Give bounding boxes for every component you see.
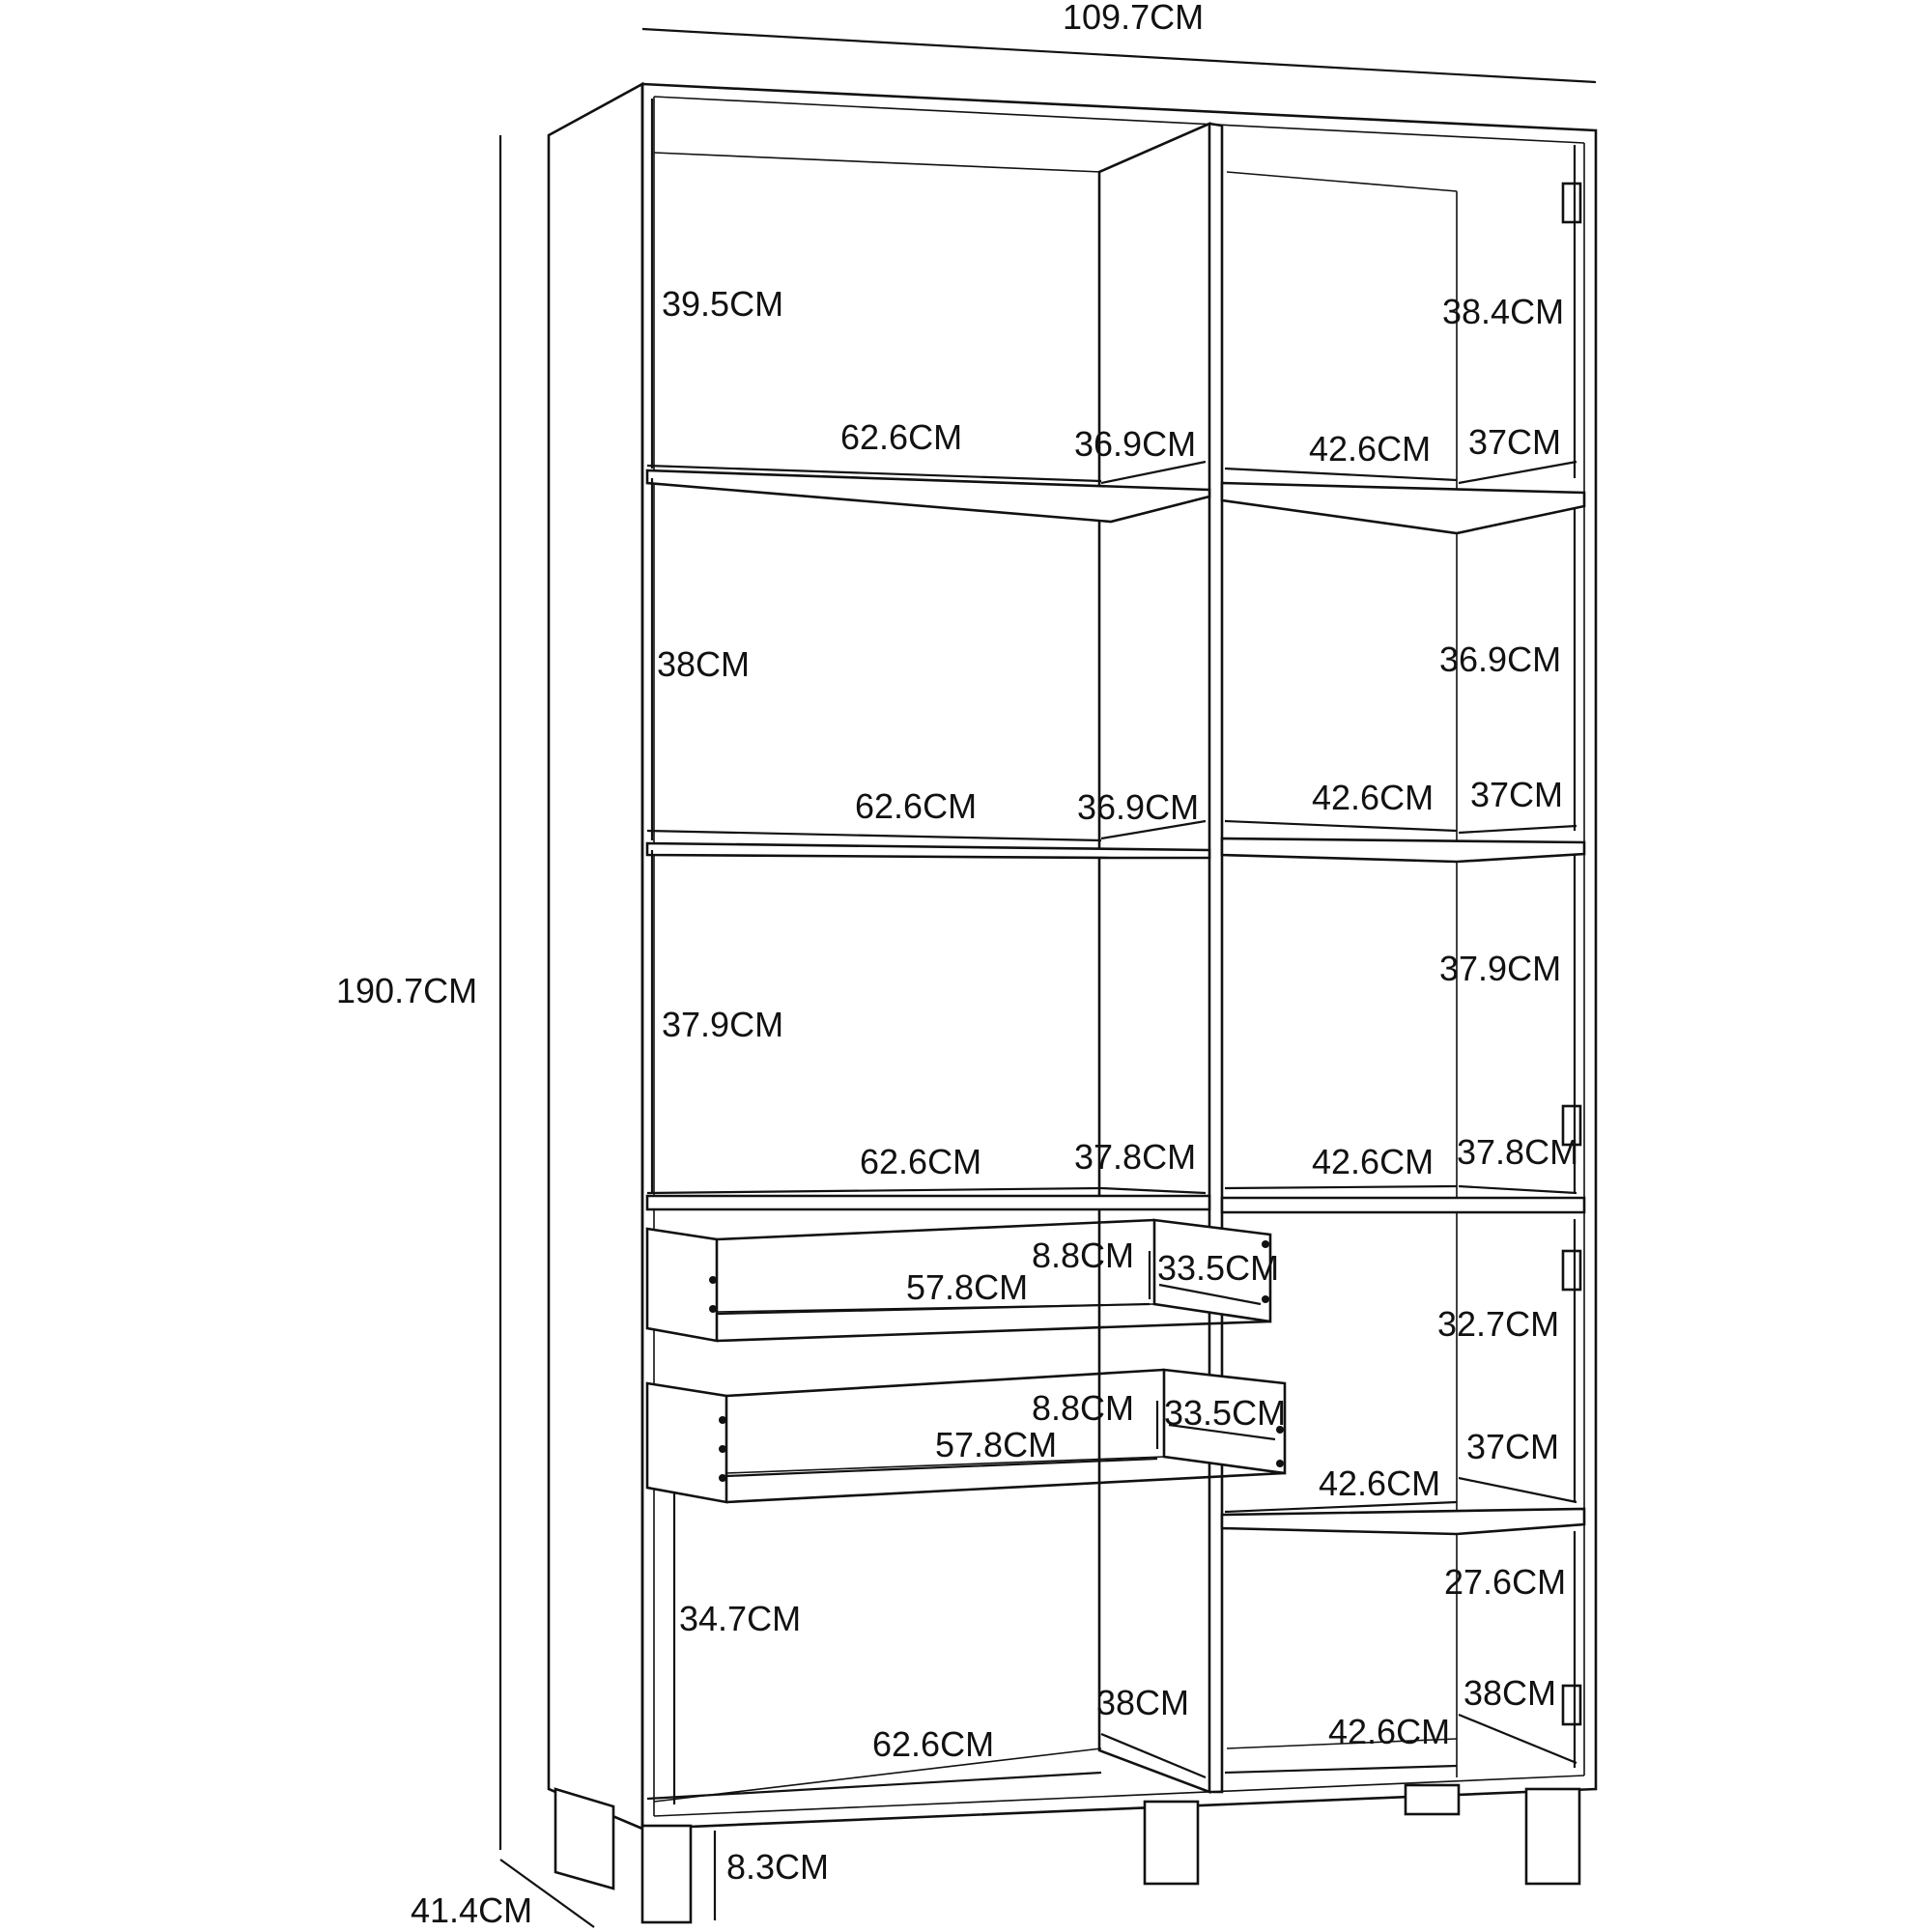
right-c1-width-label: 42.6CM — [1309, 429, 1432, 469]
leg-height-label: 8.3CM — [726, 1847, 830, 1887]
top-back-edge-right — [1227, 172, 1457, 191]
drawer-1-screw — [709, 1305, 717, 1313]
drawer-1-height-label: 8.8CM — [1032, 1236, 1135, 1275]
leg-middle — [1145, 1802, 1198, 1884]
drawer-1-screw — [1262, 1295, 1269, 1303]
right-depth-2-line — [1459, 826, 1577, 833]
left-bottom-depth-label: 38CM — [1096, 1683, 1190, 1722]
right-depth-3-line — [1459, 1186, 1577, 1193]
right-c1-depth-label: 37CM — [1468, 422, 1562, 462]
drawer-1-depth-label: 33.5CM — [1157, 1248, 1280, 1288]
top-inner-edge — [654, 97, 1584, 143]
right-c5-depth-label: 38CM — [1463, 1673, 1557, 1713]
dimension-labels — [336, 0, 1578, 1930]
right-shelf-1 — [1222, 483, 1584, 533]
left-width-3-line — [647, 1188, 1101, 1193]
right-depth-4-line — [1459, 1478, 1577, 1502]
left-side-panel — [549, 84, 642, 1829]
drawer-2-width-label: 57.8CM — [935, 1425, 1058, 1464]
right-c2-height-label: 36.9CM — [1439, 639, 1562, 679]
drawer-2-depth-label: 33.5CM — [1164, 1393, 1287, 1433]
leg-front-left — [555, 1789, 613, 1889]
right-shelf-4 — [1222, 1509, 1584, 1534]
right-shelf-3 — [1222, 1198, 1584, 1212]
right-c2-width-label: 42.6CM — [1312, 778, 1435, 817]
right-c5-height-label: 27.6CM — [1444, 1562, 1567, 1602]
drawer-2-front — [647, 1383, 726, 1502]
drawer-2-screw — [719, 1474, 726, 1482]
left-c2-height-label: 38CM — [657, 644, 751, 684]
right-shelf-2 — [1222, 838, 1584, 862]
drawer-2-screw — [1276, 1460, 1284, 1467]
right-c4-width-label: 42.6CM — [1319, 1463, 1441, 1503]
left-c2-depth-label: 36.9CM — [1077, 787, 1200, 827]
drawer-2-screw — [719, 1445, 726, 1453]
left-c3-height-label: 37.9CM — [662, 1005, 784, 1044]
left-c3-depth-label: 37.8CM — [1074, 1137, 1197, 1177]
leg-front-right — [1526, 1789, 1579, 1884]
left-width-2-line — [647, 831, 1101, 840]
right-c1-height-label: 38.4CM — [1442, 292, 1565, 331]
drawer-1-screw — [1262, 1240, 1269, 1248]
legs — [555, 1785, 1579, 1922]
right-c4-height-label: 32.7CM — [1437, 1304, 1560, 1344]
overall-height-label: 190.7CM — [336, 971, 478, 1010]
leg-back-right — [1406, 1785, 1459, 1814]
left-shelf-3 — [647, 1196, 1209, 1209]
right-depth-1-line — [1459, 462, 1577, 483]
drawer-1-front — [647, 1229, 717, 1341]
drawer-2-screw — [719, 1416, 726, 1424]
left-c1-depth-label: 36.9CM — [1074, 424, 1197, 464]
right-c5-width-label: 42.6CM — [1328, 1712, 1451, 1751]
width-dimension-line — [642, 29, 1596, 82]
left-c1-width-label: 62.6CM — [840, 417, 963, 457]
right-width-5-line — [1225, 1766, 1457, 1773]
left-bottom-height-label: 34.7CM — [679, 1599, 802, 1638]
right-width-3-line — [1225, 1186, 1457, 1188]
center-divider-front — [1209, 124, 1222, 1792]
left-c1-height-label: 39.5CM — [662, 284, 784, 324]
drawer-2-height-label: 8.8CM — [1032, 1388, 1135, 1428]
right-c3-depth-label: 37.8CM — [1457, 1132, 1579, 1172]
left-width-bottom-line — [647, 1773, 1101, 1799]
drawer-1-screw — [709, 1276, 717, 1284]
right-width-1-line — [1225, 469, 1457, 480]
right-c3-height-label: 37.9CM — [1439, 949, 1562, 988]
overall-width-label: 109.7CM — [1063, 0, 1205, 37]
right-c3-width-label: 42.6CM — [1312, 1142, 1435, 1181]
left-bottom-width-label: 62.6CM — [872, 1724, 995, 1764]
left-c3-width-label: 62.6CM — [860, 1142, 982, 1181]
hinges — [1563, 184, 1580, 1724]
hinge-icon — [1563, 184, 1580, 222]
hinge-icon — [1563, 1251, 1580, 1290]
right-c2-depth-label: 37CM — [1470, 775, 1564, 814]
hinge-icon — [1563, 1686, 1580, 1724]
left-c2-width-label: 62.6CM — [855, 786, 978, 826]
right-depth-5-line — [1459, 1715, 1577, 1763]
right-width-2-line — [1225, 821, 1457, 831]
top-back-edge-left — [654, 153, 1101, 172]
center-divider-side — [1099, 124, 1209, 1792]
right-c4-depth-label: 37CM — [1466, 1427, 1560, 1466]
leg-front-left-2 — [642, 1826, 691, 1922]
overall-depth-label: 41.4CM — [411, 1890, 533, 1930]
drawer-1-width-label: 57.8CM — [906, 1267, 1029, 1307]
